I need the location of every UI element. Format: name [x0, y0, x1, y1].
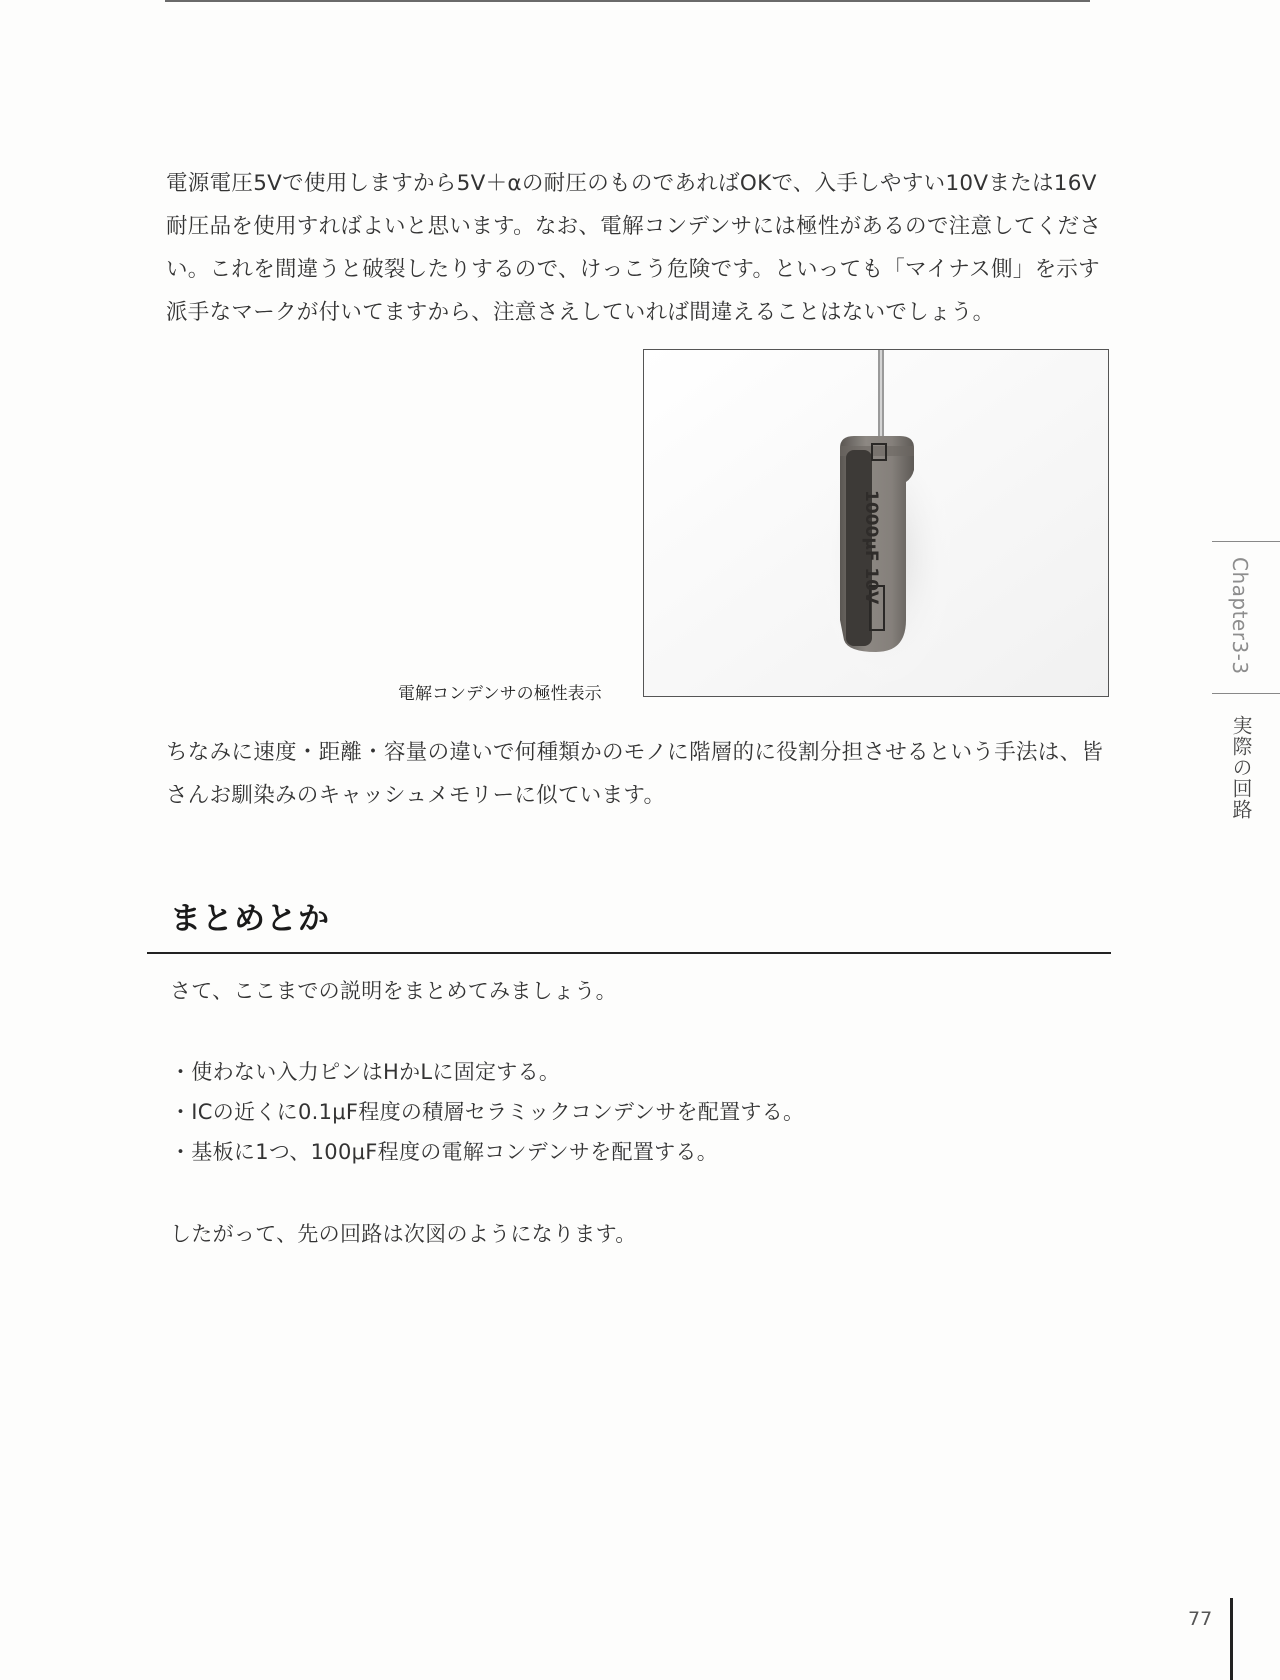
side-tab-divider — [1212, 693, 1280, 694]
summary-item: ・使わない入力ピンはHかLに固定する。 — [170, 1060, 561, 1084]
heading-rule — [147, 952, 1111, 954]
capacitor-illustration — [644, 350, 1108, 696]
section-heading: まとめとか — [170, 901, 330, 937]
chapter-label: Chapter3-3 — [1228, 557, 1252, 675]
page-number: 77 — [1188, 1608, 1213, 1630]
conclusion-text: したがって、先の回路は次図のようになります。 — [170, 1222, 637, 1246]
figure-caption: 電解コンデンサの極性表示 — [398, 684, 602, 704]
summary-list — [170, 1052, 804, 1172]
intro-paragraph: 電源電圧5Vで使用しますから5V＋αの耐圧のものであればOKで、入手しやすい10Vまたは16V耐圧品を使用すればよいと思います。なお、電解コンデンサには極性があるので注意してください。これを間違うと破裂したりするので、けっこう危険です。といっても「マイナス側」を示す派手なマークが付いてますから、注意さえしていれば間違えることはないでしょう。 — [166, 171, 1102, 325]
summary-item: ・基板に1つ、100μF程度の電解コンデンサを配置する。 — [170, 1140, 719, 1164]
page-number-rule — [1230, 1598, 1233, 1680]
summary-intro: さて、ここまでの説明をまとめてみましょう。 — [170, 979, 617, 1003]
capacitor-marking: 1000μF 10V — [861, 490, 881, 605]
cache-paragraph: ちなみに速度・距離・容量の違いで何種類かのモノに階層的に役割分担させるという手法は、皆さんお馴染みのキャッシュメモリーに似ています。 — [166, 740, 1104, 808]
side-tab-top-line — [1212, 541, 1280, 542]
section-label: 実際の回路 — [1229, 715, 1253, 820]
summary-item: ・ICの近くに0.1μF程度の積層セラミックコンデンサを配置する。 — [170, 1100, 805, 1124]
top-rule — [165, 0, 1090, 2]
capacitor-photo — [643, 349, 1109, 697]
chapter-side-tab — [1212, 541, 1280, 831]
